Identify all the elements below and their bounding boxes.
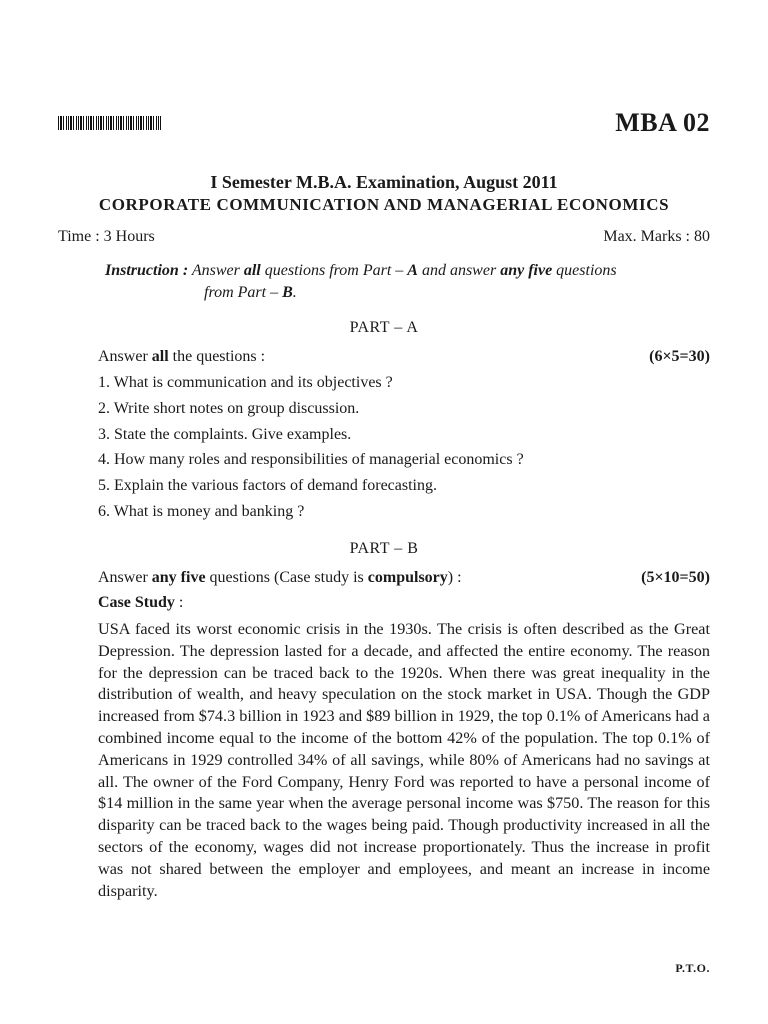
directions-text: Answer <box>98 348 152 365</box>
directions-text: the questions : <box>168 348 266 365</box>
instruction-text: questions <box>552 262 617 279</box>
question: 5. Explain the various factors of demand forecasting. <box>98 477 437 495</box>
time-marks-row <box>58 228 710 246</box>
part-b-directions <box>98 569 710 587</box>
question: 2. Write short notes on group discussion. <box>98 399 360 417</box>
instruction-text: and answer <box>417 262 501 279</box>
directions-emph: compulsory <box>367 569 448 586</box>
case-study-title <box>98 594 183 612</box>
paper-code: MBA 02 <box>615 108 710 137</box>
time-allowed: Time : 3 Hours <box>58 228 155 245</box>
max-marks: Max. Marks : 80 <box>603 228 710 245</box>
instruction-emph: A <box>407 262 418 279</box>
exam-title: I Semester M.B.A. Examination, August 2011 <box>210 172 558 192</box>
instruction-text: from Part – <box>204 284 283 301</box>
case-study-text: USA faced its worst economic crisis in the 1930s. The crisis is often described as the Great Depression. The depression lasted for a decade, and affected the entire economy. The reason for the depression can be traced back to the 1920s. When there was great inequality in the distribution of wealth, and heavy speculation on the stock market in USA. Though the GDP increased from $74.3 billion in 1923 and $89 billion in 1929, the top 0.1% of Americans had a combined income equal to the income of the bottom 42% of the population. The top 0.1% of Americans in 1929 controlled 34% of all savings, while 80% of Americans had no savings at all. The owner of the Ford Company, Henry Ford was reported to have a personal income of $14 million in the same year when the average personal income was $750. The reason for this disparity can be traced back to the wages being paid. Though productivity increased in all the sectors of the economy, wages did not increase proportionately. Thus the increase in profit was not shared between the employer and employees, and meant an increase in income disparity. <box>98 620 710 900</box>
part-a-directions <box>98 348 710 366</box>
part-b-marks: (5×10=50) <box>641 569 710 586</box>
directions-text: questions (Case study is <box>205 569 368 586</box>
part-a-questions <box>98 372 524 527</box>
part-a-heading: PART – A <box>349 319 419 336</box>
part-a-marks: (6×5=30) <box>649 348 710 365</box>
question: 1. What is communication and its objectives ? <box>98 374 393 391</box>
instruction-text: Answer <box>188 262 244 279</box>
question: 4. How many roles and responsibilities of managerial economics ? <box>98 451 524 469</box>
directions-text: Answer <box>98 569 152 586</box>
instruction-continuation <box>105 282 715 304</box>
instruction <box>105 260 715 304</box>
instruction-emph: any five <box>500 262 553 279</box>
barcode <box>58 116 161 130</box>
instruction-emph: B <box>282 284 293 301</box>
case-study-colon: : <box>174 594 184 611</box>
directions-emph: any five <box>151 569 206 586</box>
question: 6. What is money and banking ? <box>98 502 305 520</box>
instruction-emph: all <box>243 262 261 279</box>
part-b-heading: PART – B <box>349 540 419 557</box>
case-study-label: Case Study <box>98 594 175 611</box>
instruction-label: Instruction : <box>105 262 189 279</box>
course-title: CORPORATE COMMUNICATION AND MANAGERIAL ECONOMICS <box>98 195 670 214</box>
directions-text: ) : <box>447 569 462 586</box>
question: 3. State the complaints. Give examples. <box>98 425 352 443</box>
instruction-text: questions from Part – <box>260 262 408 279</box>
instruction-text: . <box>292 284 297 301</box>
page-turn-indicator: P.T.O. <box>675 961 710 975</box>
directions-emph: all <box>151 348 169 365</box>
